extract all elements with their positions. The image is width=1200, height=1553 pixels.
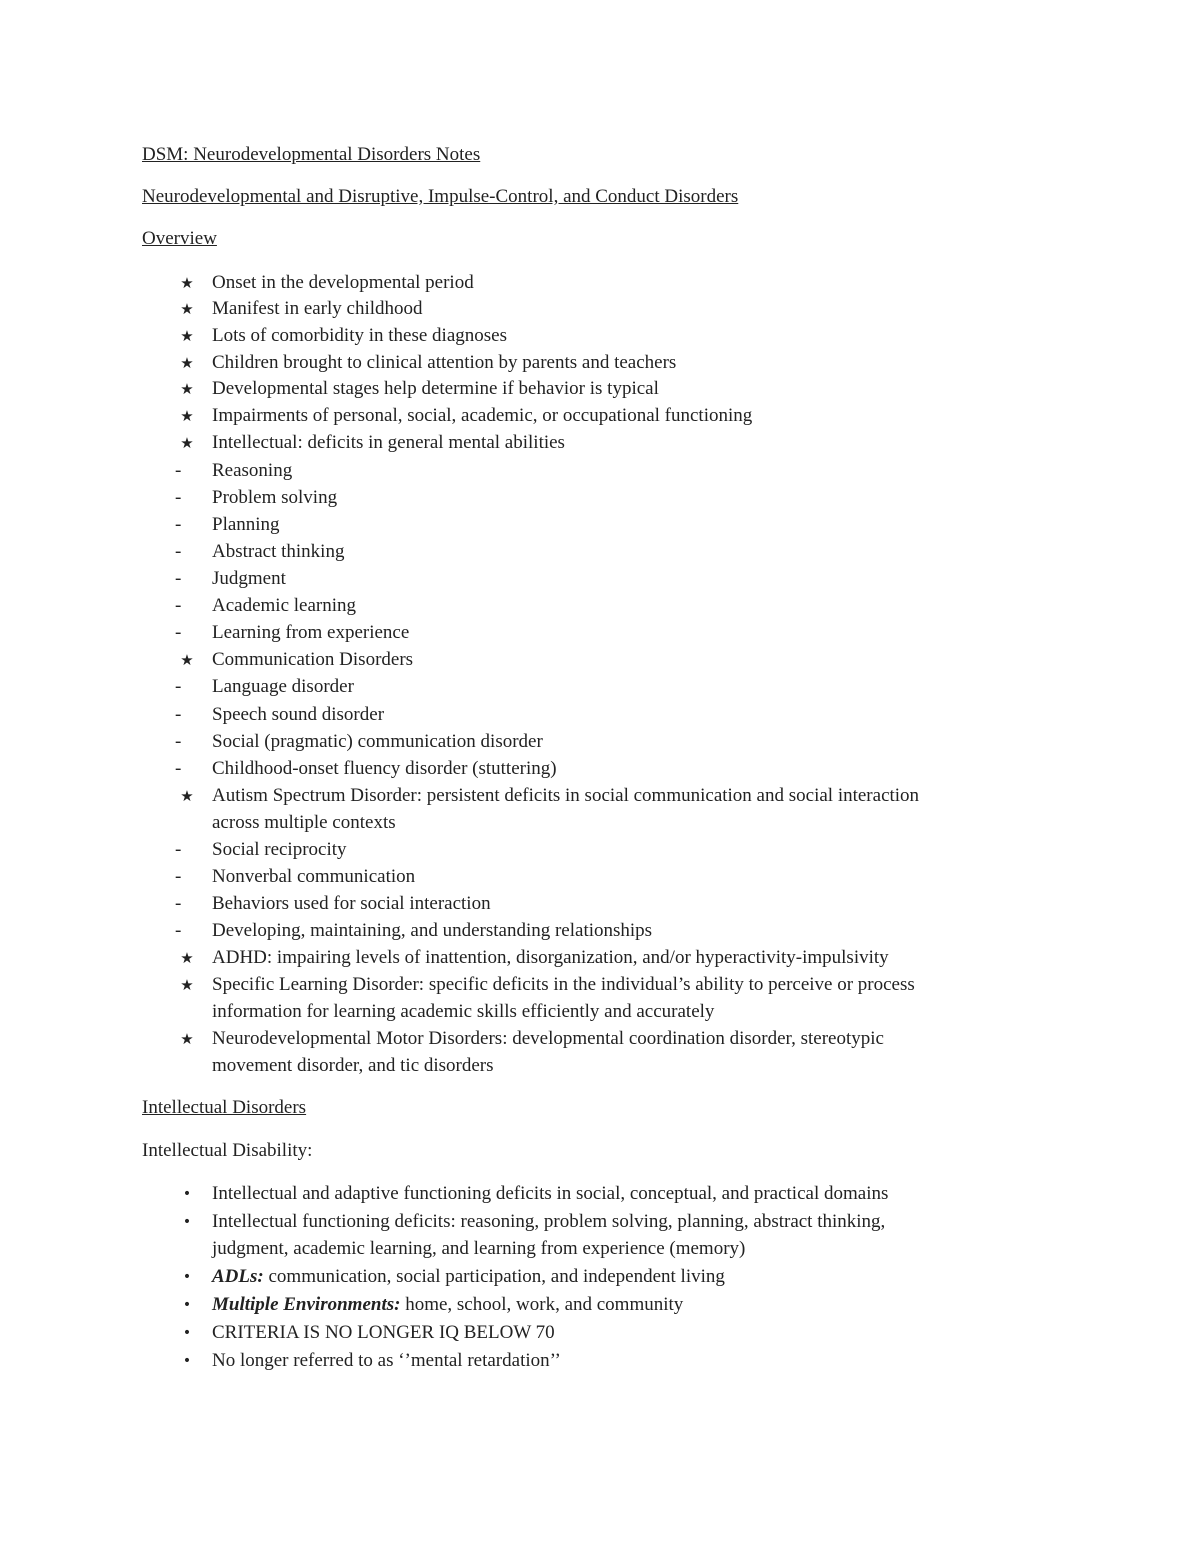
bullet-icon: • [182, 1214, 192, 1230]
overview-heading: Overview [142, 228, 217, 249]
dash-icon: - [175, 839, 182, 860]
list-item: • Intellectual and adaptive functioning deficits in social, conceptual, and practical domains [0, 1182, 1200, 1206]
list-subitem: - Judgment [175, 568, 286, 589]
dash-icon: - [175, 920, 182, 941]
list-item [0, 1349, 1200, 1373]
list-item: ★ Developmental stages help determine if behavior is typical [0, 377, 1200, 401]
list-item [0, 1293, 1200, 1317]
adl-text: communication, social participation, and independent living [263, 1266, 725, 1287]
list-item: ★ Children brought to clinical attention by parents and teachers [0, 351, 1200, 375]
list-subitem: - Learning from experience [175, 622, 410, 643]
bullet-icon: • [182, 1325, 192, 1341]
dash-icon: - [175, 704, 182, 725]
list-item-continuation: movement disorder, and tic disorders [212, 1055, 494, 1076]
bullet-icon: • [182, 1353, 192, 1369]
bullet-icon: • [182, 1186, 192, 1202]
list-subitem: - Developing, maintaining, and understanding relationships [175, 920, 653, 941]
star-icon: ★ [180, 274, 194, 292]
dash-icon: - [175, 731, 182, 752]
list-subitem: - Social (pragmatic) communication disorder [175, 731, 543, 752]
list-item: ★ Communication Disorders [0, 648, 1200, 672]
list-item-continuation: information for learning academic skills efficiently and accurately [212, 1001, 715, 1022]
list-item: ★ Specific Learning Disorder: specific deficits in the individual’s ability to perceive or process [0, 973, 1200, 997]
star-icon: ★ [180, 380, 194, 398]
list-item: ★ Lots of comorbidity in these diagnoses [0, 324, 1200, 348]
environments-text: home, school, work, and community [400, 1294, 684, 1315]
list-item: ★ Manifest in early childhood [0, 297, 1200, 321]
list-subitem: - Academic learning [175, 595, 357, 616]
star-icon: ★ [180, 651, 194, 669]
list-item: ★ ADHD: impairing levels of inattention, disorganization, and/or hyperactivity-impulsivity [0, 946, 1200, 970]
list-item: ★ Intellectual: deficits in general mental abilities [0, 431, 1200, 455]
dash-icon: - [175, 622, 182, 643]
list-item: • Intellectual functioning deficits: reasoning, problem solving, planning, abstract thinking, [0, 1210, 1200, 1234]
list-subitem: - Behaviors used for social interaction [175, 893, 491, 914]
criteria-note: CRITERIA IS NO LONGER IQ BELOW 70 [212, 1322, 555, 1343]
star-icon: ★ [180, 354, 194, 372]
intellectual-disorders-heading: Intellectual Disorders [142, 1097, 307, 1118]
star-icon: ★ [180, 1030, 194, 1048]
dash-icon: - [175, 595, 182, 616]
star-icon: ★ [180, 327, 194, 345]
bullet-icon: • [182, 1269, 192, 1285]
star-icon: ★ [180, 976, 194, 994]
star-icon: ★ [180, 949, 194, 967]
list-item [0, 1265, 1200, 1289]
list-item: ★ Autism Spectrum Disorder: persistent deficits in social communication and social interaction [0, 784, 1200, 808]
dash-icon: - [175, 893, 182, 914]
list-item-continuation: across multiple contexts [212, 812, 396, 833]
dash-icon: - [175, 676, 182, 697]
dash-icon: - [175, 541, 182, 562]
adl-term: ADLs: [212, 1266, 264, 1287]
list-subitem: - Problem solving [175, 487, 338, 508]
list-subitem: - Social reciprocity [175, 839, 347, 860]
dash-icon: - [175, 514, 182, 535]
list-item-continuation: judgment, academic learning, and learning from experience (memory) [212, 1238, 746, 1259]
dash-icon: - [175, 460, 182, 481]
star-icon: ★ [180, 434, 194, 452]
dash-icon: - [175, 758, 182, 779]
list-item: ★ Onset in the developmental period [0, 271, 1200, 295]
list-item: ★ Impairments of personal, social, academic, or occupational functioning [0, 404, 1200, 428]
dash-icon: - [175, 568, 182, 589]
section-subtitle: Neurodevelopmental and Disruptive, Impulse-Control, and Conduct Disorders [142, 186, 739, 207]
list-subitem: - Abstract thinking [175, 541, 345, 562]
star-icon: ★ [180, 407, 194, 425]
list-subitem: - Childhood-onset fluency disorder (stuttering) [175, 758, 557, 779]
intellectual-disability-label: Intellectual Disability: [142, 1140, 313, 1161]
list-subitem: - Planning [175, 514, 280, 535]
list-subitem: - Nonverbal communication [175, 866, 416, 887]
star-icon: ★ [180, 787, 194, 805]
dash-icon: - [175, 866, 182, 887]
environments-term: Multiple Environments: [212, 1294, 401, 1315]
list-item [0, 1321, 1200, 1345]
dash-icon: - [175, 487, 182, 508]
list-subitem: - Speech sound disorder [175, 704, 385, 725]
list-subitem: - Reasoning [175, 460, 293, 481]
bullet-icon: • [182, 1297, 192, 1313]
page-title: DSM: Neurodevelopmental Disorders Notes [142, 144, 481, 165]
list-item: ★ Neurodevelopmental Motor Disorders: developmental coordination disorder, stereotypic [0, 1027, 1200, 1051]
list-subitem: - Language disorder [175, 676, 354, 697]
former-name-note: No longer referred to as ‘’mental retardation’’ [212, 1350, 561, 1371]
star-icon: ★ [180, 300, 194, 318]
